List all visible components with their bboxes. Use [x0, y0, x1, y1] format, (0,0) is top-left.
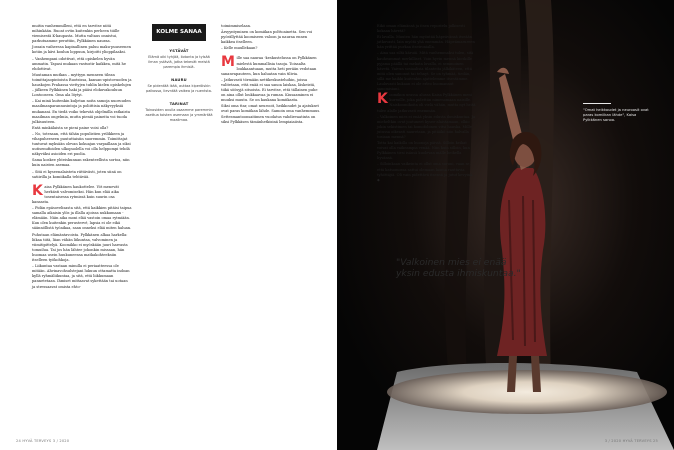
body-paragraph: – Vanhempani odottivat, että opiskelen hyvän ammatin. Tapasi mukaan vastustir kaikkea, mitä he ehdottivat. — [32, 56, 126, 71]
sidebar-text-tarinat: Toinosiden avulla osaamme paremmin asettua toisten asemaan ja ymmärtää maailmaa. — [145, 107, 213, 122]
text-column-2 — [221, 24, 321, 126]
pull-quote: "Valkoinen mies ei enää yksin edusta ihmiskuntaa." — [396, 257, 521, 279]
body-paragraph: – Liikuntaa vastaan minulla ei periaatteessa ole mitään. Ahvinavohsulstejani lukuun ottamatta indoan kyllä ryhmäliikuntaa, ja sitä, että liikkumaan pannetetaan. Ihmiset mittaavat sykettään tai uotaan ja stressaavat omista ehto- — [32, 264, 130, 289]
text-column-3 — [377, 24, 477, 184]
page-footer-left: 24 HYVÄ TERVEYS 3 / 2020 — [16, 439, 70, 443]
dropcap-k: K — [32, 182, 43, 199]
paragraph-dropcap-k: Kaisa Pylkkänen haukottelee. Yöt menevät herkästi valvomiseksi. Hän kun elää aika tosentaisessa rytmissä kuin suurin osa kansasta. — [32, 182, 119, 204]
dropcap-m: M — [221, 54, 235, 71]
body-paragraph: – Kelle muullekaan? — [221, 46, 258, 51]
body-paragraph: muitin vanhemmilleni, että en tarvitse niitä mihinkään. Ruoat ovtin kuitenkin perheen tiiille viemisestä K-kaupasta. Mutta valtaus onnistui, parkutuamme peruttiin, Pylkkänen nauraa. — [32, 24, 120, 44]
body-paragraph: – Silloinkaan vaikeinta ei ollut oma suruni, vaan se, että katsomossa sattui olemaan lauma rauttavia tyhöttäjiä. Oli vain pidettävä itsensä ja jutut kevyinä. ◆ — [377, 162, 474, 182]
body-paragraph: Jossain vaiheessa kapinallinen paluu maku-puuseenen kotiin ja kävi koulun loppuun, kirjoitti ylioppilaaksi. — [32, 45, 131, 55]
sidebar-kolme-sanaa — [144, 24, 214, 123]
body-paragraph: Puhutaan elämäntavoista. Pylkkänen alkaa harkella: liikaa tiitä, liian vähän liikuntaa, valvominen ja viimitipittelyä. Koomikko ei myöskään juuri harrasta tomuilua. Tai jos hän lähtee johonkin missaan, hän huomaa usein huukuneensa matkakohteeksiin itselleen työkohkoja. — [32, 232, 128, 263]
paragraph-dropcap-m: Mille saa nauraa -keskustelussa on Pylkkänen mielestä kummallisia tasoja. Toisaalta loukkaantuaan, mutta heti perään vedotaan sananvapauteen, kun haluatan vain tilivia. — [221, 54, 317, 76]
body-paragraph: Ei lavalla. Muuten hän myöntää häpeävänsä itseään jatkuvasti, lain myötä yhä enemmän. Häpeämarureen hän yrittää purkaa itseironialla. — [377, 35, 475, 50]
body-paragraph: Totta kai kaikilla on huonoja päiviä. Silloin keikat voivat olla vaikeampia venää. Niin kuin silloin, kun Pylkkänen tiesi isänsä kuolevan mälle heikella hyvänsä. — [377, 141, 470, 161]
caption-rule — [583, 103, 611, 104]
sidebar-text-nauru: Se pidentää ikää, auttaa kiperöiskin paikossa, lievntää vaikea ja nuentsta. — [146, 83, 212, 93]
body-paragraph: Eikö oman elämänsä ja itsen repostelu julkisesti kokaan hävetä? — [377, 24, 465, 34]
body-paragraph: Sama koskee yhteiskunnan rakenteellista sortoa, niin kuin naisten asemaa. — [32, 158, 130, 168]
page-footer-right: 3 / 2020 HYVÄ TERVEYS 25 — [604, 439, 658, 443]
body-paragraph: – Sitä ei kyseenalaisteta riittävästi, joten siinä on satiirilla ja komiikalla tehtävää. — [32, 169, 122, 179]
body-paragraph: Siksi oma ttar, omat neurooit, heikkoudet ja ajatukset ovat paras komiikan lähde. Samoin oma vanhemmuus. Settesmantoonsaitimen vuodatus vahdievaatinta on siksi Pylkkäsen tämänhetkisinä lempiaiaiista. — [221, 104, 321, 124]
sidebar-text-ystavat: Elämä oiki tyhjää, ilotonta ja tylsää ilman ystäviä, jotka tekevät meistä parempia ihmisiä. — [148, 54, 210, 69]
sidebar-title: KOLME SANAA — [152, 24, 206, 41]
paragraph-dropcap-k2: Koomikon urassa alussa Kaisa Pylkkänen meni kurssille, joka pidettiin nimenomaan naisille. Naiskoomikoita oli vielä vähän, mutta nyt heitä tulee alalle jatkuvasti enemmän. — [377, 91, 476, 113]
body-paragraph: – No, totesaan, että tähän populistien yrilikkeen ja vihapuheeseen puututtaisiin suoremmin. Toimittajat tuntuvat myksään olevan kokuajan varpaillaan ja siksi uutisenufioiden ulkopuolella voi olla helppompi tehdä näkyväksi asioiden eri puolia. — [32, 131, 131, 157]
body-paragraph: Entä minkälaista se pieni paine voisi olla? — [32, 125, 109, 130]
body-paragraph: – Jatkuvasti törmään nettikeskusteluihin, joissa valitetaan, että enää ei saa sanoa laiskaa, läskeistä, tiikä söösyjä sitsoista. Ei tarvitse, että tällainen puhe on aina ollut loukkaavaa ja ruman. Kiusaaminen ei muuksi muutu. Se on kaukana komiikasta. — [221, 77, 318, 103]
body-paragraph: toimimmiselaan. — [221, 24, 252, 28]
dropcap-k2: K — [377, 91, 388, 108]
body-paragraph: – Kai minä kuitenkin kuljetan noita samoja nuoruuden maailmanparannusintoja ja poliittisia näkyvyyksiä mukanani. En tiedä voiko tekevää ohjelmilla ratkaista maailman ongelmia, mutta pieniä paineita voi tuoda julkisuuteen. — [32, 99, 131, 124]
sidebar-label-tarinat: TARINAT — [169, 101, 189, 106]
body-paragraph: – Pidän epäsovelisasta sitä, että kaikkien pitäisi taipua samalla aikaisin ylös ja illalla ajoissa nukkumaan -elämään. Näin aika moni elää vastoin omaa rytmiään. Kun olen kuitenkin perustervé, lapsia ei ole eikä säännöllistä työaikaa, saan onneksi elää miten haluan. — [32, 206, 132, 231]
body-paragraph: – Valkoinen mies ei enää yksin edusta ihmiskuntaa. Ja mieheltkin ovat joutuneet kysee-alaistamaan, olkio jokin sekistimen tai homofobinen vitsi hauska. Mille jutussa oikeasti nauretaan, ja pitääkö niin halvalla tosiaan mennä? — [377, 114, 476, 139]
body-paragraph: – Aina saa siltä käruiä. Mitä vanhemmaksi tulen, sitä kauheammat merkilliset. Voin hyvin mennä kioskille pyjama päällä tai mekata luvalla, ei semmoinen hävetä. Vaivun sosiaalisia tilanteita jälkikäteen, että mitä olen sanonut tai tehnyt. Se on tyhmää, tiedän, sillä me kaikki kuitenkin ajattelemme itsestämme. Lauluvasti kukaan ei ole erleo huomannut sanomisiani. — [377, 51, 474, 92]
sidebar-label-ystavat: YSTÄVÄT — [169, 48, 189, 53]
photo-caption: "Omat heikkoudet ja neuroosit ovat paras komiikan lähde", Kaisa Pylkkänen sanoo. — [583, 108, 649, 122]
body-paragraph: Muutaman mutkan – myttyyn menneen tilean toimittajaopintoista Ruotsissa, kansan-opistovuoden ja hauskojen Prahassa viettyjen tuhlin kielen opiskelujen – jälkeen Pylkkänen haki ja pääsi elokuvakouluun Lontooseen. Oma ala löytyi. — [32, 72, 132, 98]
text-column-1 — [32, 24, 132, 291]
sidebar-label-nauru: NAURU — [171, 77, 187, 82]
body-paragraph: Ärsyyntyminen on komiikan polttoainetta. Sen voi pyörällyttää koomiseen valoon ja nauraa ennen kaikkea itselleen. — [221, 30, 313, 45]
